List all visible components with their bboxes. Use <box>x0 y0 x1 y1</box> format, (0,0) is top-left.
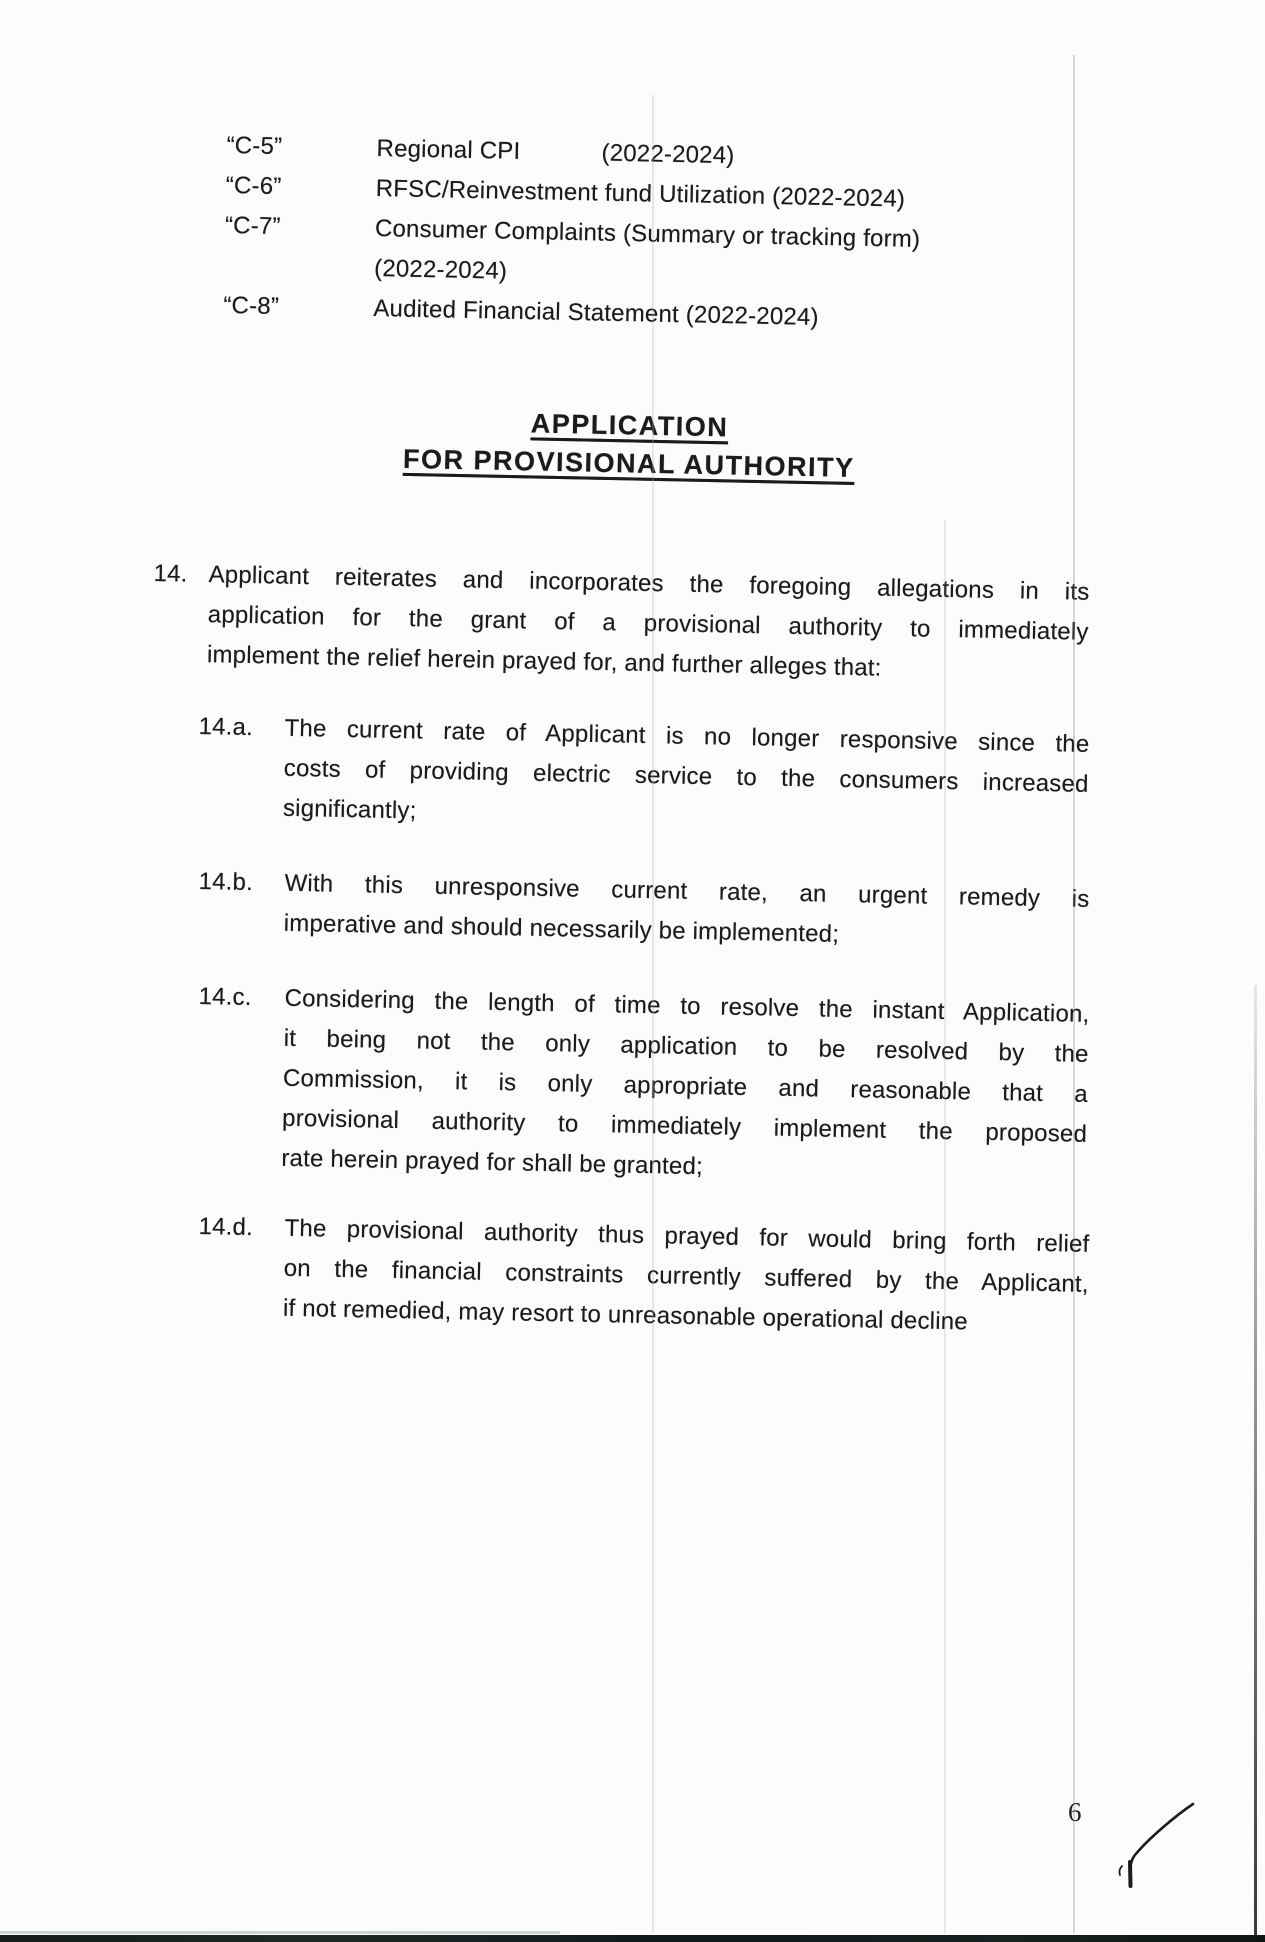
paragraph-line: Applicant reiterates and incorporates the foregoing allegations in its <box>208 561 1090 606</box>
paragraph-14c <box>195 977 1090 1195</box>
scan-right-edge-line <box>1254 985 1257 1942</box>
paragraph-line: The provisional authority thus prayed for would bring forth relief <box>284 1214 1090 1258</box>
paragraph-number: 14. <box>153 559 188 588</box>
paragraph-line: With this unresponsive current rate, an urgent remedy is <box>284 869 1090 913</box>
paragraph-line: application for the grant of a provisional authority to immediately <box>207 601 1089 646</box>
paragraph-line: provisional authority to immediately implement the proposed <box>281 1104 1088 1148</box>
paragraph-body <box>281 979 1090 1195</box>
paragraph-body <box>283 709 1090 845</box>
exhibit-label: “C-7” <box>224 211 281 241</box>
exhibit-title-continuation: (2022-2024) <box>373 254 508 285</box>
exhibit-list <box>223 126 1017 342</box>
exhibit-title: Consumer Complaints (Summary or tracking form) <box>374 214 921 253</box>
section-heading <box>308 400 949 489</box>
paragraph-number: 14.c. <box>198 982 252 1012</box>
paragraph-14d <box>197 1207 1090 1345</box>
paragraph-line: if not remedied, may resort to unreasonable operational decline <box>282 1294 969 1336</box>
exhibit-label: “C-6” <box>225 171 282 201</box>
heading-line-1: APPLICATION <box>530 408 729 443</box>
paragraph-14a <box>197 707 1090 845</box>
paragraph-line: imperative and should necessarily be implemented; <box>283 909 840 948</box>
heading-line-2: FOR PROVISIONAL AUTHORITY <box>402 443 855 483</box>
signature-mark <box>1095 1782 1215 1902</box>
exhibit-label: “C-5” <box>226 131 283 161</box>
paragraph-line: it being not the only application to be resolved by the <box>283 1024 1089 1068</box>
scan-bottom-smudge <box>0 1931 560 1934</box>
exhibit-title: Regional CPI <box>376 135 521 165</box>
paragraph-line: rate herein prayed for shall be granted; <box>281 1144 704 1181</box>
paragraph-line: Considering the length of time to resolve the instant Application, <box>284 984 1090 1028</box>
paragraph-body <box>283 864 1089 960</box>
exhibit-title: Audited Financial Statement (2022-2024) <box>373 294 819 331</box>
exhibit-years: (2022-2024) <box>601 139 735 170</box>
exhibit-label: “C-8” <box>223 291 280 321</box>
paragraph-14 <box>152 554 1090 693</box>
paragraph-body <box>207 555 1090 693</box>
scan-bottom-edge <box>0 1935 1265 1942</box>
paragraph-number: 14.a. <box>198 712 254 742</box>
paragraph-line: significantly; <box>282 794 417 825</box>
paragraph-line: on the financial constraints currently suffered by the Applicant, <box>283 1254 1089 1298</box>
paragraph-number: 14.d. <box>198 1212 254 1242</box>
paragraph-14b <box>197 862 1089 960</box>
paragraph-line: costs of providing electric service to the consumers increased <box>283 754 1089 798</box>
paragraph-line: Commission, it is only appropriate and reasonable that a <box>282 1064 1089 1108</box>
paragraph-body <box>283 1209 1090 1345</box>
paragraph-line: The current rate of Applicant is no longer responsive since the <box>284 714 1090 758</box>
exhibit-title: RFSC/Reinvestment fund Utilization (2022-2024) <box>375 175 906 213</box>
paragraph-line: implement the relief herein prayed for, and further alleges that: <box>206 641 882 682</box>
paragraph-number: 14.b. <box>198 867 254 897</box>
page-number: 6 <box>1068 1797 1082 1827</box>
